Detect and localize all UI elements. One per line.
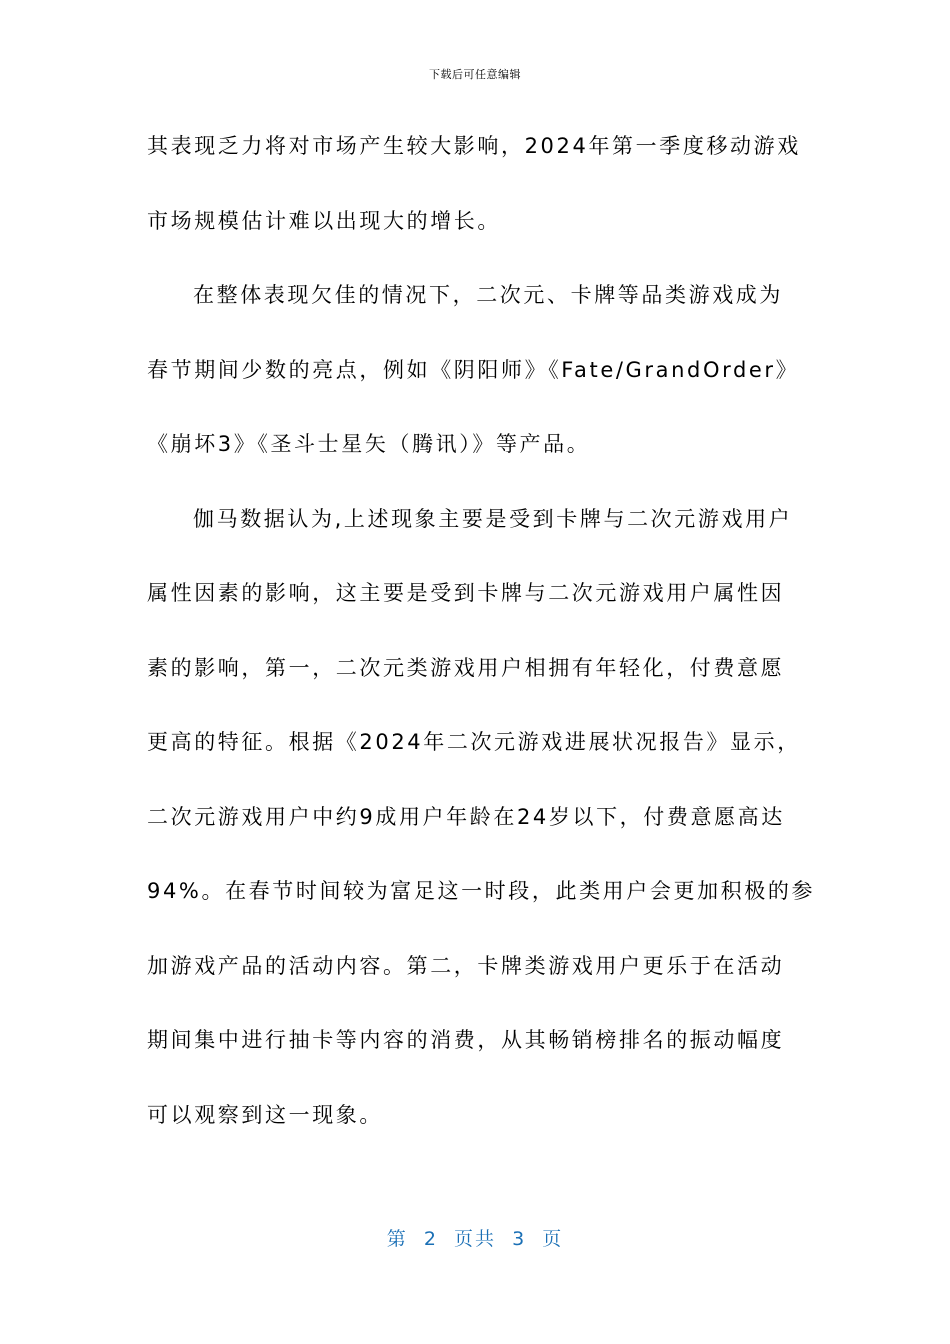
text-line: 在整体表现欠佳的情况下，二次元、卡牌等品类游戏成为 [193,283,783,307]
text-line: 市场规模估计难以出现大的增长。 [147,208,501,233]
text-line: 期间集中进行抽卡等内容的消费，从其畅销榜排名的振动幅度 [147,1028,785,1052]
text-line: 其表现乏力将对市场产生较大影响，2024年第一季度移动游戏 [147,134,801,158]
text-line: 伽马数据认为,上述现象主要是受到卡牌与二次元游戏用户 [193,506,793,531]
text-line: 可以观察到这一现象。 [147,1102,383,1127]
text-line: 二次元游戏用户中约9成用户年龄在24岁以下，付费意愿高达 [147,804,785,829]
text-line: 春节期间少数的亮点，例如《阴阳师》《Fate/GrandOrder》 [147,357,800,382]
text-line: 属性因素的影响，这主要是受到卡牌与二次元游戏用户属性因 [147,581,785,605]
text-line: 《崩坏3》《圣斗士星矢（腾讯）》等产品。 [147,432,591,456]
header-note: 下载后可任意编辑 [429,68,521,81]
text-line: 加游戏产品的活动内容。第二，卡牌类游戏用户更乐于在活动 [147,953,785,978]
document-body [147,122,816,1165]
text-line: 素的影响，第一，二次元类游戏用户相拥有年轻化，付费意愿 [147,655,785,680]
text-line: 更高的特征。根据《2024年二次元游戏进展状况报告》显示， [147,730,801,754]
page-number: 第 2 页共 3 页 [386,1228,564,1250]
text-line: 94%。在春节时间较为富足这一时段，此类用户会更加积极的参 [147,879,816,903]
